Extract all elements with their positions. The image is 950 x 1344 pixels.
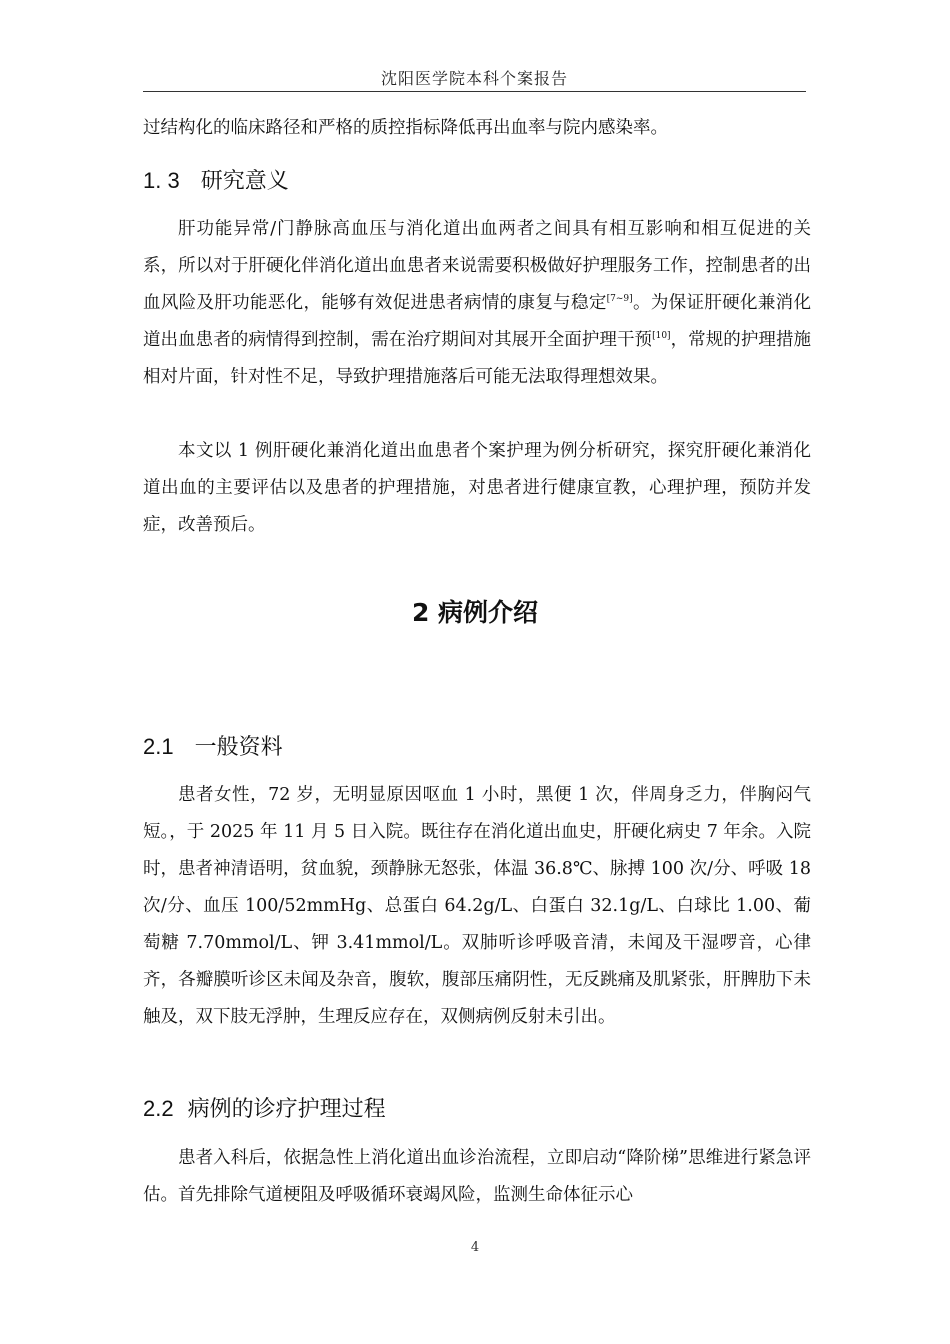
chapter-2-heading: 2 病例介绍 — [411, 598, 539, 627]
citation-marker: [7~9] — [606, 294, 633, 305]
section-2-1-number: 2.1 — [143, 734, 174, 759]
section-1-3-title: 研究意义 — [200, 169, 289, 194]
section-2-1-paragraph: 患者女性，72 岁，无明显原因呕血 1 小时，黑便 1 次，伴周身乏力，伴胸闷气短。，于 2025 年 11 月 5 日入院。既往存在消化道出血史，肝硬化病史 7 年余。入院时，患者神清语明，贫血貌，颈静脉无怒张，体温 36.8℃、脉搏 100 次/分、呼吸 18 次/分、血压 100/52mmHg、总蛋白 64.2g/L、白蛋白 32.1g/L、白球比 1.00、葡萄糖 7.70mmol/L、钾 3.41mmol/L。双肺听诊呼吸音清，未闻及干湿啰音，心律齐，各瓣膜听诊区未闻及杂音，腹软，腹部压痛阴性，无反跳痛及肌紧张，肝脾肋下未触及，双下肢无浮肿，生理反应存在，双侧病例反射未引出。 — [143, 785, 811, 1027]
page-number: 4 — [470, 1240, 480, 1255]
intro-continuation-paragraph: 过结构化的临床路径和严格的质控指标降低再出血率与院内感染率。 — [143, 118, 668, 138]
section-2-2-number: 2.2 — [143, 1096, 174, 1121]
section-1-3-paragraph-1 — [143, 211, 811, 396]
section-2-1-heading — [143, 730, 283, 761]
section-2-1-title: 一般资料 — [194, 735, 283, 760]
section-1-3-paragraph-2: 本文以 1 例肝硬化兼消化道出血患者个案护理为例分析研究，探究肝硬化兼消化道出血的主要评估以及患者的护理措施，对患者进行健康宣教，心理护理，预防并发症，改善预后。 — [143, 441, 811, 535]
paragraph-text: ，常规的护理措施相对片面，针对性不足，导致护理措施落后可能无法取得理想效果。 — [143, 330, 811, 387]
section-2-2-paragraph: 患者入科后，依据急性上消化道出血诊治流程，立即启动“降阶梯”思维进行紧急评估。首先排除气道梗阻及呼吸循环衰竭风险，监测生命体征示心 — [143, 1148, 811, 1205]
paragraph-text: 肝功能异常/门静脉高血压与消化道出血两者之间具有相互影响和相互促进的关系，所以对于肝硬化伴消化道出血患者来说需要积极做好护理服务工作，控制患者的出血风险及肝功能恶化，能够有效促进患者病情的康复与稳定 — [143, 219, 811, 313]
paragraph-text: 。为保证肝硬化兼消化道出血患者的病情得到控制，需在治疗期间对其展开全面护理干预 — [143, 293, 812, 350]
page-header-title: 沈阳医学院本科个案报告 — [380, 69, 568, 88]
header-divider — [143, 91, 806, 92]
section-2-2-heading — [143, 1092, 386, 1123]
section-2-2-title: 病例的诊疗护理过程 — [187, 1097, 386, 1122]
citation-marker: [10] — [652, 331, 671, 342]
section-1-3-heading — [143, 164, 289, 195]
section-1-3-number: 1. 3 — [143, 168, 180, 193]
